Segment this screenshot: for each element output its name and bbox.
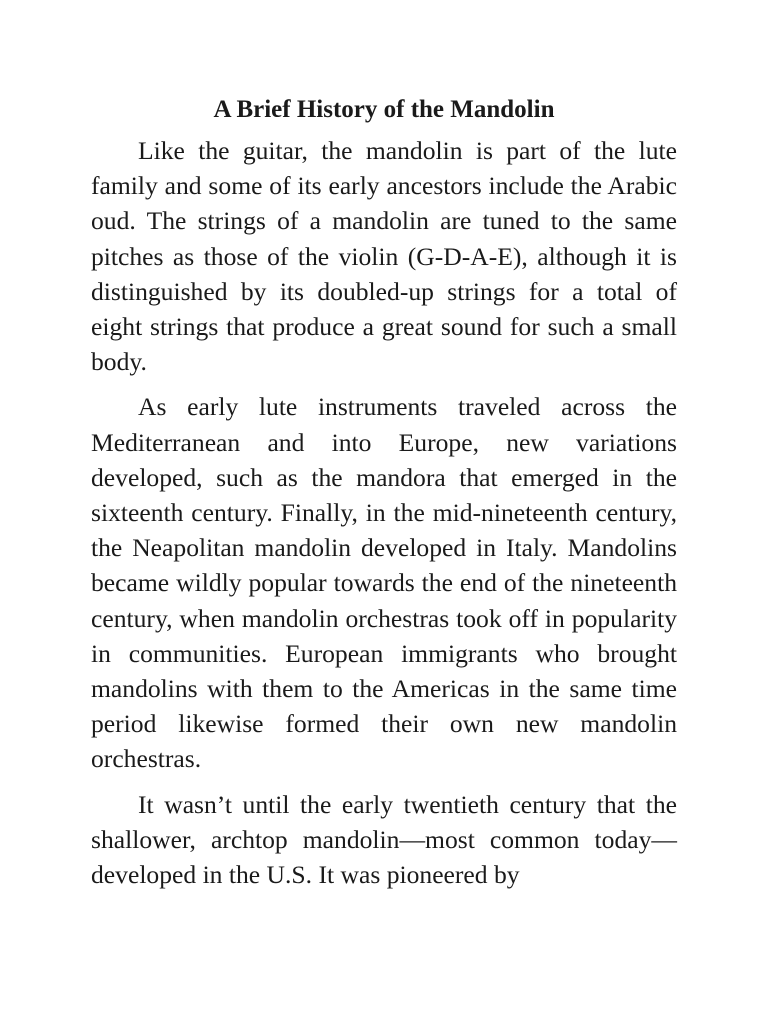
document-title: A Brief History of the Mandolin bbox=[213, 96, 555, 123]
paragraph-3: It wasn’t until the early twentieth century that the shallower, archtop mandolin—most common today—developed in the U.S. It was pioneered by bbox=[91, 789, 677, 890]
document-page bbox=[91, 92, 677, 902]
paragraph-1: Like the guitar, the mandolin is part of the lute family and some of its early ancestors include the Arabic oud. The strings of a mandolin are tuned to the same pitches as those of the violin (G-D-A-E), although it is distinguished by its doubled-up strings for a total of eight strings that produce a great sound for such a small body. bbox=[91, 136, 677, 377]
paragraph-2: As early lute instruments traveled across the Mediterranean and into Europe, new variations developed, such as the mandora that emerged in the sixteenth century. Finally, in the mid-nineteenth century, the Neapolitan mandolin developed in Italy. Mandolins became wildly popular towards the end of the nineteenth century, when mandolin orchestras took off in popularity in communities. European immigrants who brought mandolins with them to the Americas in the same time period likewise formed their own new mandolin orchestras. bbox=[91, 392, 677, 774]
